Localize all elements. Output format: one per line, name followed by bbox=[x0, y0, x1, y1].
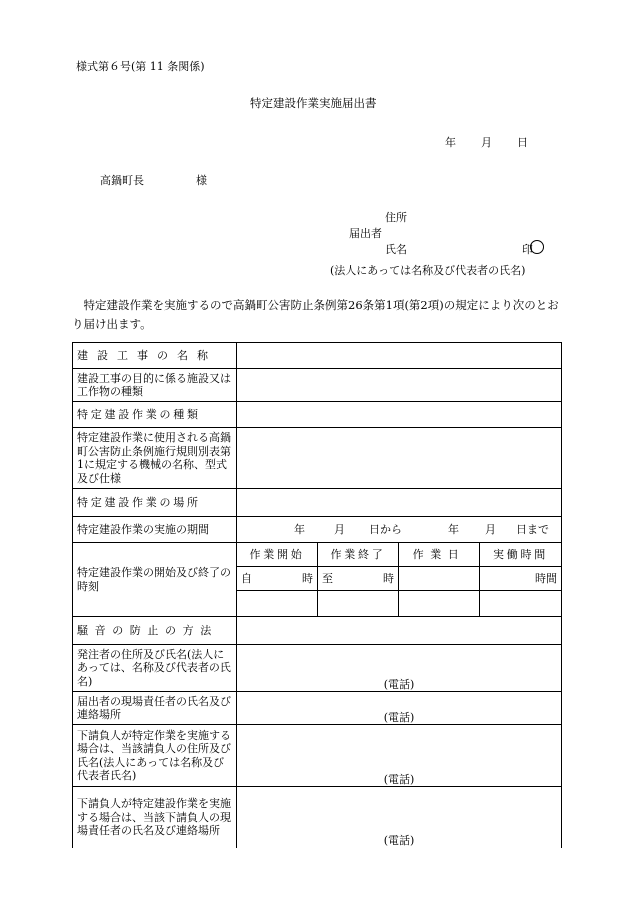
table-row bbox=[73, 543, 562, 567]
value-construction-name[interactable] bbox=[237, 343, 562, 369]
label-work-period: 特定建設作業の実施の期間 bbox=[73, 517, 237, 543]
value-work-hours[interactable] bbox=[480, 567, 562, 591]
seal-circle-icon bbox=[530, 240, 544, 254]
value-facility-type[interactable] bbox=[237, 369, 562, 402]
value-work-location[interactable] bbox=[237, 489, 562, 517]
tel-label: (電話) bbox=[383, 677, 415, 691]
name-label: 氏名 bbox=[385, 243, 407, 256]
header-work-hours: 実働時間 bbox=[480, 543, 562, 567]
table-row bbox=[73, 725, 562, 787]
label-subcontractor: 下請負人が特定作業を実施する場合は、当該請負人の住所及び氏名(法人にあっては名称及び代表者氏名) bbox=[73, 725, 237, 787]
value-work-type[interactable] bbox=[237, 402, 562, 428]
table-row bbox=[73, 517, 562, 543]
start-prefix: 自 bbox=[241, 571, 252, 585]
form-number: 様式第６号(第 11 条関係) bbox=[76, 60, 205, 73]
address-label: 住所 bbox=[385, 211, 407, 224]
start-suffix: 時 bbox=[302, 571, 313, 585]
header-work-end: 作業終了 bbox=[318, 543, 399, 567]
tel-label: (電話) bbox=[383, 834, 415, 847]
value-work-start[interactable] bbox=[237, 567, 318, 591]
header-work-day: 作業日 bbox=[399, 543, 480, 567]
label-work-location: 特定建設作業の場所 bbox=[73, 489, 237, 517]
table-row bbox=[73, 402, 562, 428]
value-work-start-2[interactable] bbox=[237, 591, 318, 617]
table-row bbox=[73, 617, 562, 645]
value-work-day-2[interactable] bbox=[399, 591, 480, 617]
period-start-month: 月 bbox=[334, 523, 345, 536]
value-work-end-2[interactable] bbox=[318, 591, 399, 617]
label-work-type: 特定建設作業の種類 bbox=[73, 402, 237, 428]
value-work-hours-2[interactable] bbox=[480, 591, 562, 617]
table-row bbox=[73, 787, 562, 848]
label-subcontractor-manager: 下請負人が特定建設作業を実施する場合は、当該下請負人の現場責任者の氏名及び連絡場所 bbox=[73, 787, 237, 848]
header-work-start: 作業開始 bbox=[237, 543, 318, 567]
value-machine-spec[interactable] bbox=[237, 428, 562, 489]
value-subcontractor-manager[interactable] bbox=[237, 787, 562, 848]
addressee-name: 高鍋町長 bbox=[100, 174, 144, 187]
applicant-note: (法人にあっては名称及び代表者の氏名) bbox=[330, 264, 526, 277]
seal-label: 印 bbox=[522, 243, 533, 256]
date-month-label: 月 bbox=[481, 136, 492, 149]
label-work-time: 特定建設作業の開始及び終了の時刻 bbox=[73, 543, 237, 617]
document-title: 特定建設作業実施届出書 bbox=[250, 96, 377, 110]
label-site-manager: 届出者の現場責任者の氏名及び連絡場所 bbox=[73, 692, 237, 725]
tel-label: (電話) bbox=[383, 772, 415, 786]
table-row bbox=[73, 692, 562, 725]
label-facility-type: 建設工事の目的に係る施設又は工作物の種類 bbox=[73, 369, 237, 402]
period-start-day: 日から bbox=[369, 523, 402, 536]
applicant-label: 届出者 bbox=[349, 227, 382, 240]
value-noise-prevention[interactable] bbox=[237, 617, 562, 645]
label-construction-name: 建 設 工 事 の 名 称 bbox=[73, 343, 237, 369]
period-end-day: 日まで bbox=[516, 523, 549, 536]
date-day-label: 日 bbox=[517, 136, 528, 149]
hours-suffix: 時間 bbox=[535, 571, 557, 585]
end-prefix: 至 bbox=[322, 571, 333, 585]
table-row bbox=[73, 489, 562, 517]
period-start-year: 年 bbox=[294, 523, 305, 536]
addressee-honorific: 様 bbox=[196, 174, 207, 187]
table-row bbox=[73, 369, 562, 402]
value-orderer[interactable] bbox=[237, 645, 562, 692]
value-work-period[interactable] bbox=[237, 517, 562, 543]
table-row bbox=[73, 343, 562, 369]
body-text: 特定建設作業を実施するので高鍋町公害防止条例第26条第1項(第2項)の規定により次のとおり届け出ます。 bbox=[72, 298, 559, 331]
period-end-year: 年 bbox=[448, 523, 459, 536]
value-subcontractor[interactable] bbox=[237, 725, 562, 787]
date-year-label: 年 bbox=[445, 136, 456, 149]
table-row bbox=[73, 645, 562, 692]
value-site-manager[interactable] bbox=[237, 692, 562, 725]
tel-label: (電話) bbox=[383, 710, 415, 724]
value-work-end[interactable] bbox=[318, 567, 399, 591]
period-end-month: 月 bbox=[485, 523, 496, 536]
label-noise-prevention: 騒音の防止の方法 bbox=[73, 617, 237, 645]
value-work-day[interactable] bbox=[399, 567, 480, 591]
notification-table bbox=[72, 342, 562, 848]
table-row bbox=[73, 428, 562, 489]
end-suffix: 時 bbox=[383, 571, 394, 585]
label-machine-spec: 特定建設作業に使用される高鍋町公害防止条例施行規則別表第1に規定する機械の名称、型式及び仕様 bbox=[73, 428, 237, 489]
label-orderer: 発注者の住所及び氏名(法人にあっては、名称及び代表者の氏名) bbox=[73, 645, 237, 692]
